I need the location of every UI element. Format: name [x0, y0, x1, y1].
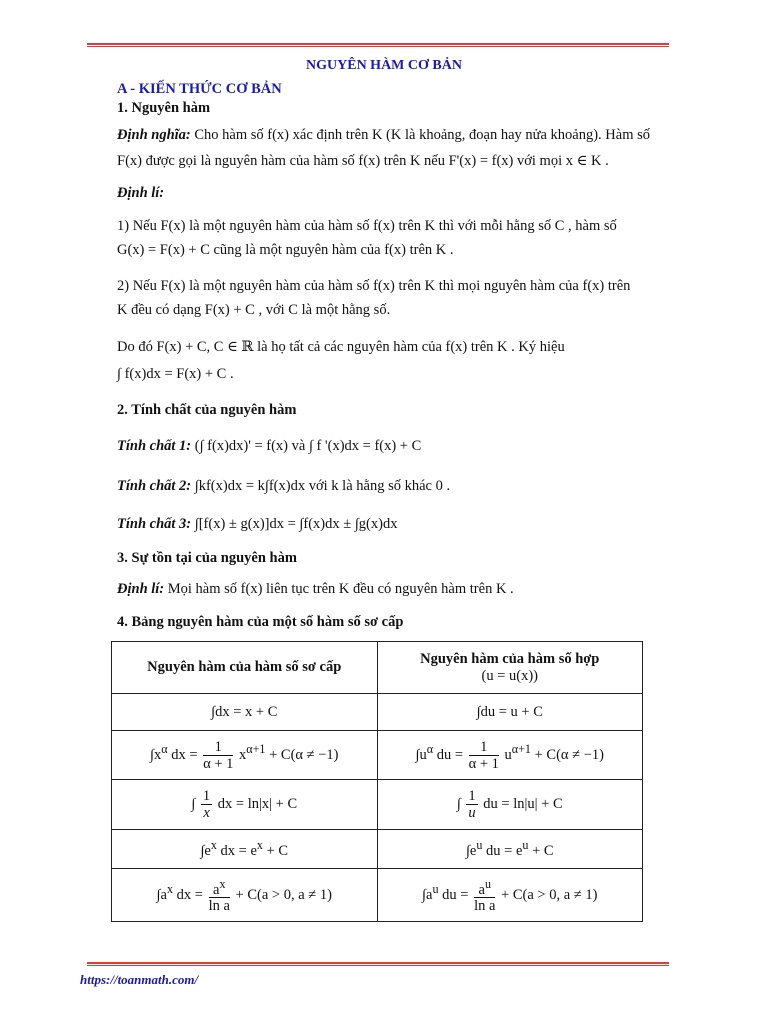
- property-1-label: Tính chất 1:: [117, 438, 192, 454]
- definition-label: Định nghĩa:: [117, 127, 191, 143]
- property-3-label: Tính chất 3:: [117, 516, 192, 532]
- theorem-2-line-1: 2) Nếu F(x) là một nguyên hàm của hàm số f(x) trên K thì mọi nguyên hàm của f(x) trên: [117, 278, 631, 294]
- table-row: [112, 731, 643, 780]
- theorem-2-line-2: K đều có dạng F(x) + C , với C là một hằng số.: [117, 302, 391, 318]
- table-row: [112, 869, 643, 922]
- family-line-1: Do đó F(x) + C, C ∈ ℝ là họ tất cả các nguyên hàm của f(x) trên K . Ký hiệu: [117, 339, 565, 355]
- formula-a-power-u: $\int a^u$ du = $\frac{a^u}{\text{ln a}}$ + C(a > 0, a ≠ 1): [377, 869, 643, 922]
- property-2: [117, 476, 668, 496]
- definition-line-1: [117, 125, 668, 145]
- heading-2: 2. Tính chất của nguyên hàm: [117, 402, 297, 418]
- existence-theorem: [117, 579, 668, 599]
- table-header-right-line-1: Nguyên hàm của hàm số hợp: [420, 650, 600, 667]
- property-2-formula: ∫kf(x)dx = k∫f(x)dx với k là hằng số khác 0 .: [194, 478, 451, 494]
- existence-text: Mọi hàm số f(x) liên tục trên K đều có nguyên hàm trên K .: [164, 581, 514, 597]
- theorem-1-line-2: G(x) = F(x) + C cũng là một nguyên hàm của f(x) trên K .: [117, 242, 454, 258]
- formula-power-u: $\int u^\alpha$ du = $\frac{1}{\alpha + 1}$ $u^{\alpha+1} + C(\alpha \ne -1)$: [377, 731, 643, 780]
- table-header-left: Nguyên hàm của hàm số sơ cấp: [112, 642, 378, 694]
- table-header-right-line-2: (u = u(x)): [481, 667, 538, 684]
- property-3: [117, 514, 668, 534]
- table-header-row: [112, 642, 643, 694]
- formula-power-x: $\int x^\alpha$ dx = $\frac{1}{\alpha + 1}$ $x^{\alpha+1} + C(\alpha \ne -1)$: [112, 731, 378, 780]
- notation-formula: ∫ f(x)dx = F(x) + C .: [117, 366, 234, 382]
- heading-3: 3. Sự tồn tại của nguyên hàm: [117, 550, 297, 566]
- table-row: [112, 830, 643, 869]
- formula-du: ∫du = u + C: [377, 694, 643, 731]
- property-1: [117, 436, 668, 456]
- existence-label: Định lí:: [117, 581, 165, 597]
- page-title: NGUYÊN HÀM CƠ BẢN: [306, 58, 462, 73]
- formula-dx: ∫dx = x + C: [112, 694, 378, 731]
- theorem-1-line-1: 1) Nếu F(x) là một nguyên hàm của hàm số f(x) trên K thì với mỗi hằng số C , hàm số: [117, 218, 617, 234]
- formula-reciprocal-x: ∫ $\frac{1}{x}$ dx = ln|x| + C: [112, 780, 378, 830]
- formula-reciprocal-u: ∫ $\frac{1}{u}$ du = ln|u| + C: [377, 780, 643, 830]
- table-header-right: [377, 642, 643, 694]
- formula-a-power-x: $\int a^x$ dx = $\frac{a^x}{\text{ln a}}$ + C(a > 0, a ≠ 1): [112, 869, 378, 922]
- formula-exp-x: $\int e^x$ dx = $e^x + C$: [112, 830, 378, 869]
- theorem-label: Định lí:: [117, 185, 165, 201]
- property-2-label: Tính chất 2:: [117, 478, 192, 494]
- top-rule: [87, 43, 669, 47]
- table-row: [112, 780, 643, 830]
- definition-line-2: F(x) được gọi là nguyên hàm của hàm số f(x) trên K nếu F'(x) = f(x) với mọi x ∈ K .: [117, 153, 609, 169]
- definition-text-1: Cho hàm số f(x) xác định trên K (K là khoảng, đoạn hay nửa khoảng). Hàm số: [190, 127, 651, 143]
- property-3-formula: ∫[f(x) ± g(x)]dx = ∫f(x)dx ± ∫g(x)dx: [194, 516, 398, 532]
- heading-1: 1. Nguyên hàm: [117, 100, 211, 116]
- table-row: [112, 694, 643, 731]
- property-1-formula: (∫ f(x)dx)' = f(x) và ∫ f '(x)dx = f(x) + C: [194, 438, 422, 454]
- antiderivative-table: [111, 641, 643, 922]
- formula-exp-u: $\int e^u$ du = $e^u + C$: [377, 830, 643, 869]
- bottom-rule: [87, 962, 669, 966]
- heading-4: 4. Bảng nguyên hàm của một số hàm số sơ cấp: [117, 614, 404, 630]
- footer-link[interactable]: https://toanmath.com/: [80, 972, 199, 987]
- section-heading-a: A - KIẾN THỨC CƠ BẢN: [117, 81, 282, 97]
